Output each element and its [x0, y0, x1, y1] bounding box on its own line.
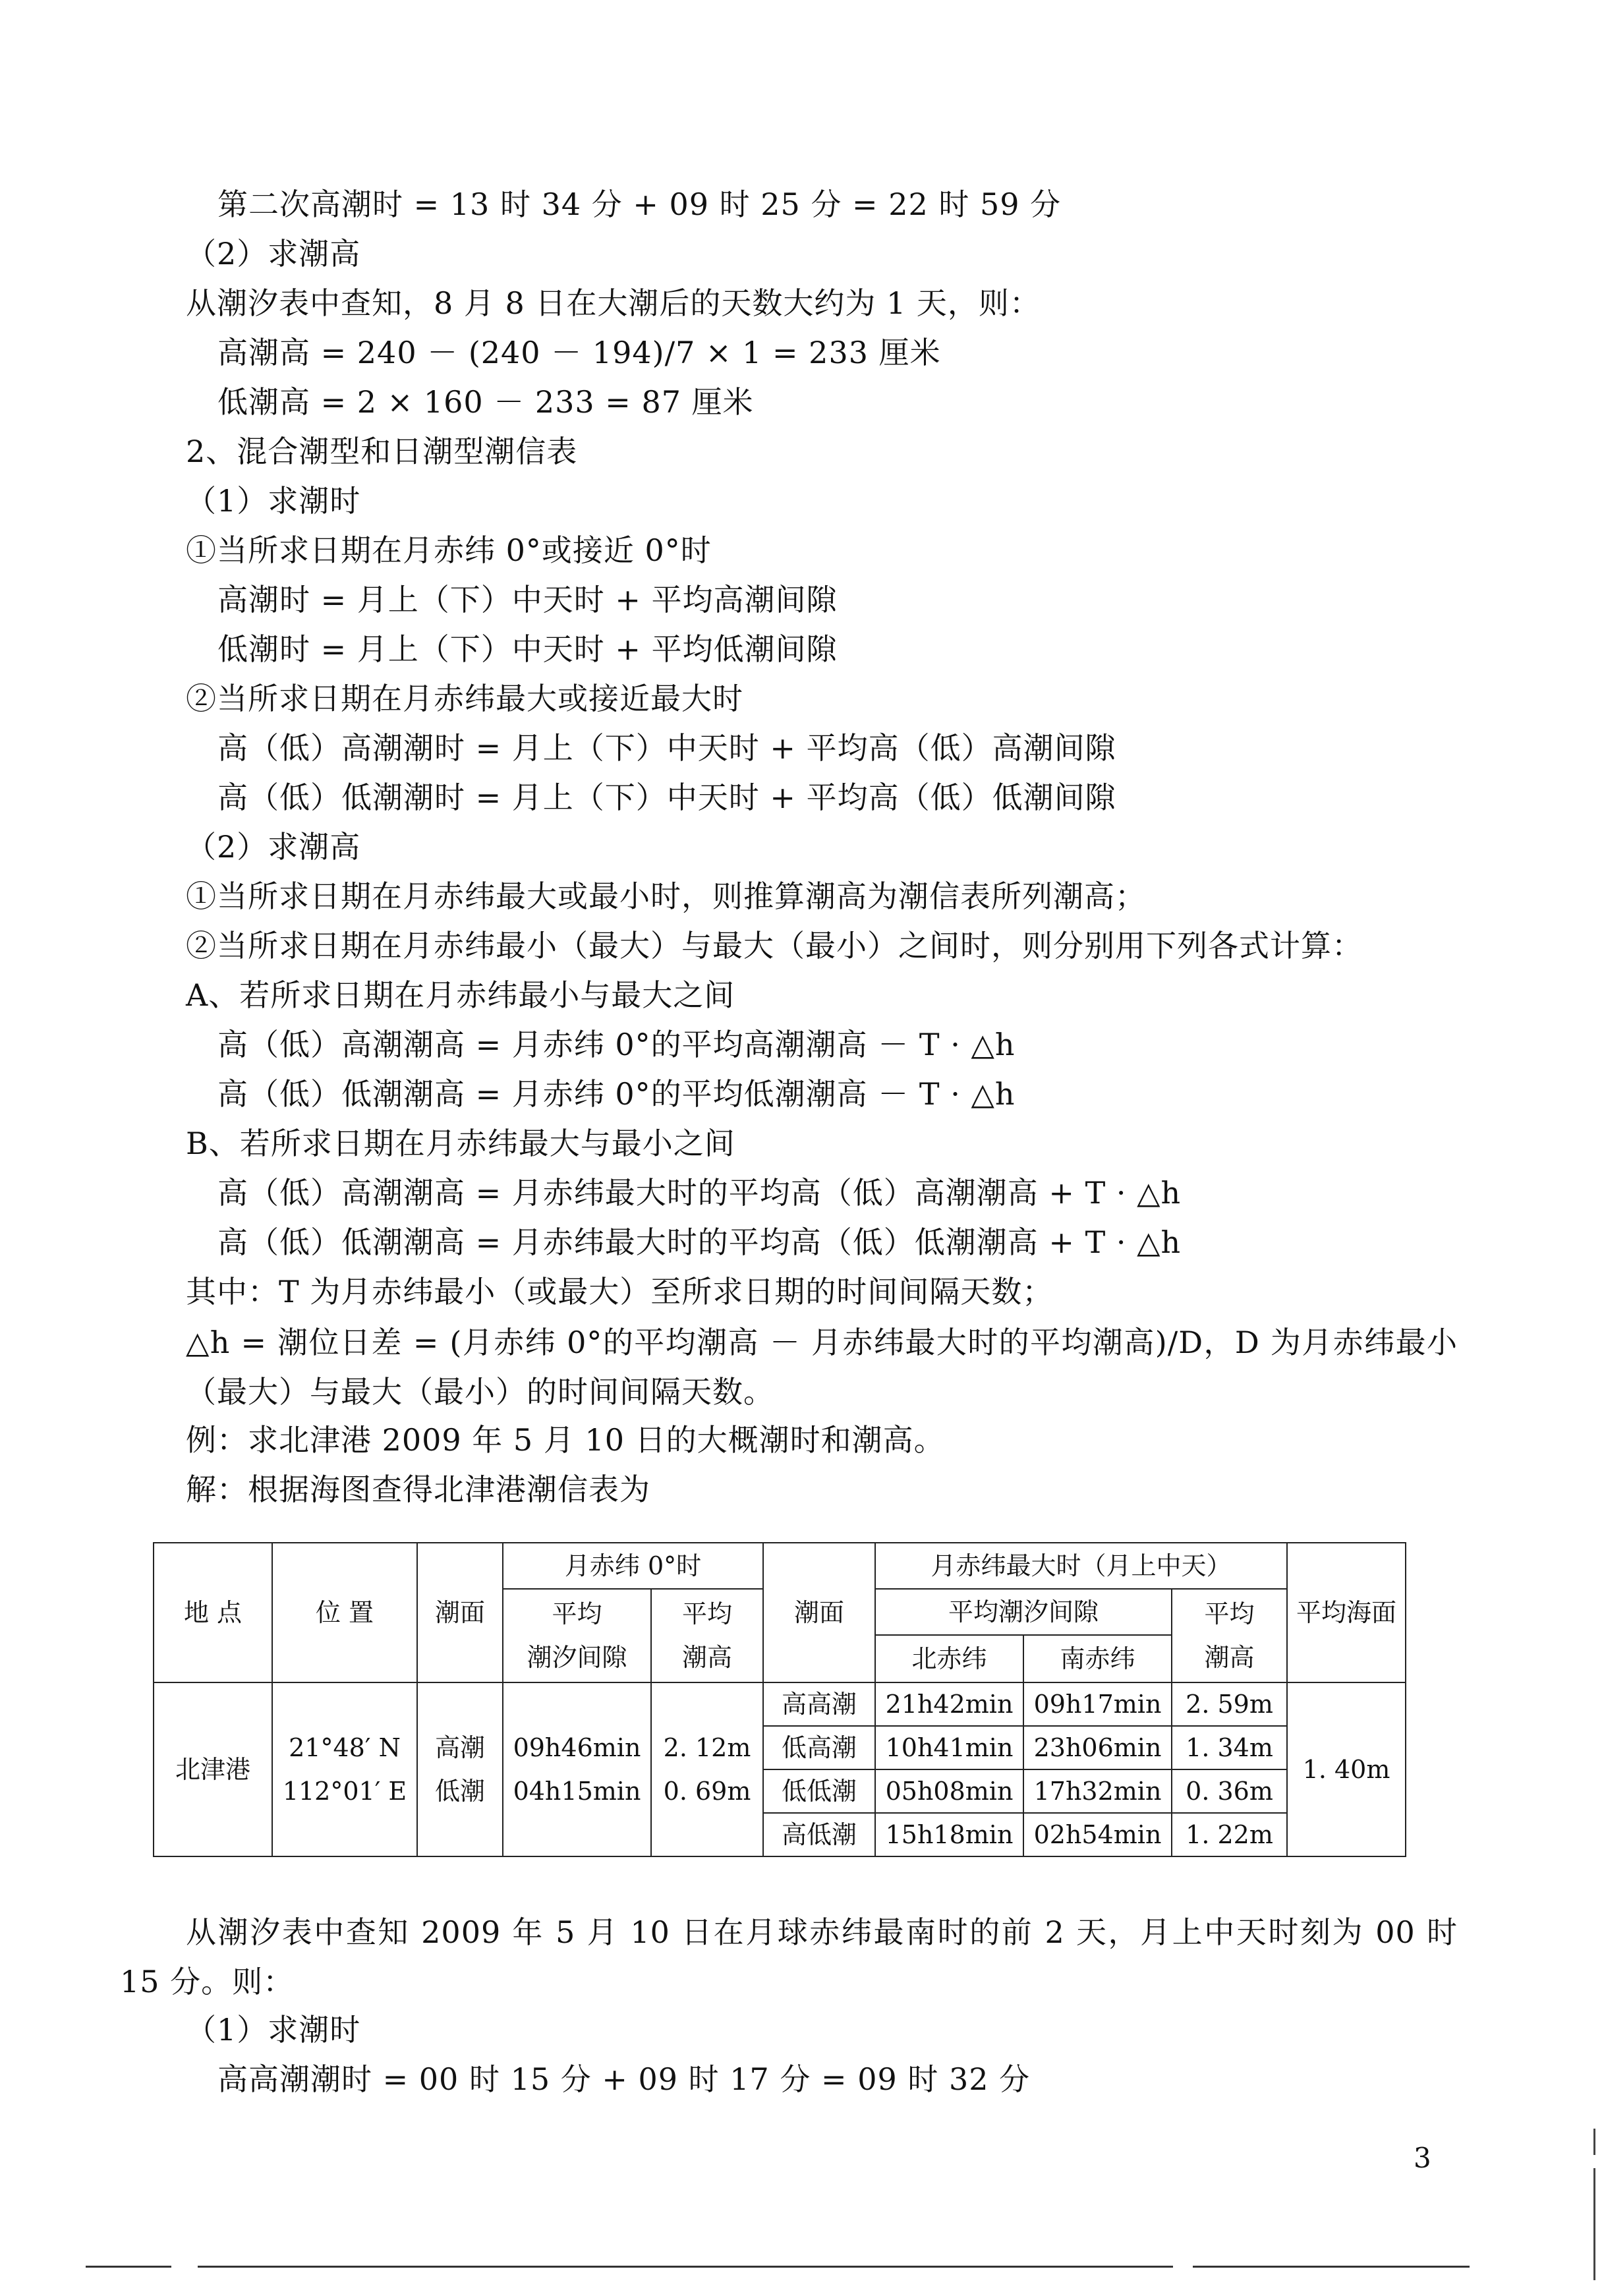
header-mean-sea-level: 平均海面: [1287, 1543, 1406, 1682]
text-line: 第二次高潮时 = 13 时 34 分 + 09 时 25 分 = 22 时 59 分: [217, 187, 1062, 222]
header-avg-height: [651, 1589, 763, 1682]
header-avg-interval-group: 平均潮汐间隙: [875, 1589, 1172, 1635]
text-line: 高（低）高潮潮高 = 月赤纬最大时的平均高（低）高潮潮高 + T · △h: [217, 1175, 1182, 1211]
text-line: 高潮高 = 240 － (240 － 194)/7 × 1 = 233 厘米: [217, 335, 941, 370]
cell-tide-face: [417, 1682, 503, 1856]
text-line: （2）求潮高: [186, 829, 361, 865]
header-south-declination: 南赤纬: [1023, 1635, 1172, 1682]
cell-interval-low: 04h15min: [513, 1777, 641, 1806]
header-avg-interval-line2: 潮汐间隙: [527, 1643, 627, 1672]
header-avg-interval-line1: 平均: [552, 1599, 602, 1628]
table-row: [154, 1682, 1406, 1726]
cell-south-interval: 02h54min: [1023, 1813, 1172, 1856]
section-heading: 2、混合潮型和日潮型潮信表: [186, 434, 578, 469]
text-line: 高（低）高潮潮时 = 月上（下）中天时 + 平均高（低）高潮间隙: [217, 730, 1116, 766]
cell-face-max: 高高潮: [763, 1682, 875, 1726]
header-place: 地 点: [154, 1543, 272, 1682]
cell-north-interval: 21h42min: [875, 1682, 1023, 1726]
text-line: （1）求潮时: [186, 483, 361, 519]
text-line: 高潮时 = 月上（下）中天时 + 平均高潮间隙: [217, 582, 838, 617]
cell-height-low: 0. 69m: [663, 1777, 751, 1806]
cell-avg-interval: [503, 1682, 651, 1856]
header-avg-height-max-line2: 潮高: [1204, 1643, 1255, 1672]
cell-north-interval: 10h41min: [875, 1726, 1023, 1769]
cell-height-max: 1. 34m: [1172, 1726, 1287, 1769]
cell-latitude: 21°48′ N: [289, 1733, 401, 1762]
text-line: ②当所求日期在月赤纬最大或接近最大时: [186, 681, 743, 716]
text-line: 从潮汐表中查知，8 月 8 日在大潮后的天数大约为 1 天，则：: [186, 285, 1041, 321]
text-line: 高（低）低潮潮高 = 月赤纬最大时的平均高（低）低潮潮高 + T · △h: [217, 1224, 1182, 1260]
cell-face-high: 高潮: [434, 1733, 485, 1762]
text-line: 高高潮潮时 = 00 时 15 分 + 09 时 17 分 = 09 时 32 分: [217, 2061, 1031, 2097]
text-line: 其中：T 为月赤纬最小（或最大）至所求日期的时间间隔天数；: [186, 1274, 1054, 1309]
text-line: 解：根据海图查得北津港潮信表为: [186, 1472, 650, 1507]
text-line: ①当所求日期在月赤纬最大或最小时，则推算潮高为潮信表所列潮高；: [186, 878, 1146, 914]
cell-south-interval: 23h06min: [1023, 1726, 1172, 1769]
scan-edge-mark: [1593, 2168, 1595, 2280]
text-line: （1）求潮时: [186, 2012, 361, 2048]
cell-avg-height: [651, 1682, 763, 1856]
cell-height-max: 1. 22m: [1172, 1813, 1287, 1856]
cell-height-max: 2. 59m: [1172, 1682, 1287, 1726]
header-position: 位 置: [272, 1543, 417, 1682]
header-moon-zero: 月赤纬 0°时: [503, 1543, 763, 1589]
text-line: 高（低）高潮潮高 = 月赤纬 0°的平均高潮潮高 － T · △h: [217, 1027, 1016, 1062]
header-avg-height-max: [1172, 1589, 1287, 1682]
cell-face-low: 低潮: [434, 1777, 485, 1806]
scan-edge-mark: [1593, 2129, 1595, 2155]
cell-height-max: 0. 36m: [1172, 1769, 1287, 1813]
cell-mean-sea-level: 1. 40m: [1287, 1682, 1406, 1856]
header-avg-interval: [503, 1589, 651, 1682]
cell-face-max: 低高潮: [763, 1726, 875, 1769]
text-line: 高（低）低潮潮时 = 月上（下）中天时 + 平均高（低）低潮间隙: [217, 780, 1116, 815]
header-north-declination: 北赤纬: [875, 1635, 1023, 1682]
cell-north-interval: 05h08min: [875, 1769, 1023, 1813]
tide-info-table: [153, 1542, 1406, 1857]
cell-south-interval: 17h32min: [1023, 1769, 1172, 1813]
cell-face-max: 低低潮: [763, 1769, 875, 1813]
footer-rule: [198, 2266, 1173, 2268]
text-paragraph: 从潮汐表中查知 2009 年 5 月 10 日在月球赤纬最南时的前 2 天，月上中天时刻为 00 时 15 分。则：: [120, 1914, 1458, 1999]
text-line: 例：求北津港 2009 年 5 月 10 日的大概潮时和潮高。: [186, 1422, 945, 1458]
cell-place: 北津港: [154, 1682, 272, 1856]
cell-position: [272, 1682, 417, 1856]
header-tide-face-max: 潮面: [763, 1543, 875, 1682]
text-line: B、若所求日期在月赤纬最大与最小之间: [186, 1126, 735, 1161]
text-line: ①当所求日期在月赤纬 0°或接近 0°时: [186, 532, 712, 568]
cell-north-interval: 15h18min: [875, 1813, 1023, 1856]
page-number: 3: [1414, 2142, 1431, 2174]
header-avg-height-line1: 平均: [682, 1599, 733, 1628]
footer-rule: [1193, 2266, 1470, 2268]
text-line: 低潮高 = 2 × 160 － 233 = 87 厘米: [217, 384, 754, 420]
text-line: 低潮时 = 月上（下）中天时 + 平均低潮间隙: [217, 631, 838, 667]
header-moon-max: 月赤纬最大时（月上中天）: [875, 1543, 1287, 1589]
footer-rule: [86, 2266, 171, 2268]
header-tide-face: 潮面: [417, 1543, 503, 1682]
cell-height-high: 2. 12m: [663, 1733, 751, 1762]
text-paragraph: △h = 潮位日差 = (月赤纬 0°的平均潮高 － 月赤纬最大时的平均潮高)/D，D 为月赤纬最小（最大）与最大（最小）的时间间隔天数。: [186, 1325, 1458, 1410]
text-line: （2）求潮高: [186, 236, 361, 272]
text-line: A、若所求日期在月赤纬最小与最大之间: [186, 977, 735, 1013]
header-avg-height-max-line1: 平均: [1204, 1599, 1255, 1628]
cell-south-interval: 09h17min: [1023, 1682, 1172, 1726]
cell-interval-high: 09h46min: [513, 1733, 641, 1762]
text-line: 高（低）低潮潮高 = 月赤纬 0°的平均低潮潮高 － T · △h: [217, 1076, 1016, 1112]
cell-face-max: 高低潮: [763, 1813, 875, 1856]
text-line: ②当所求日期在月赤纬最小（最大）与最大（最小）之间时，则分别用下列各式计算：: [186, 928, 1363, 963]
header-avg-height-line2: 潮高: [682, 1643, 733, 1672]
cell-longitude: 112°01′ E: [282, 1777, 407, 1806]
